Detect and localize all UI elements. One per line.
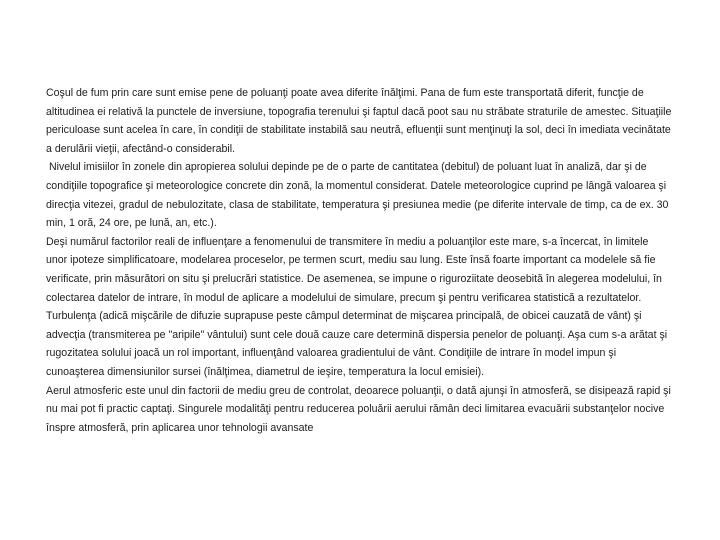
text-line-3: periculoase sunt acelea în care, în condiţii de stabilitate instabilă sau neutră, efluenţii sunt menţinuţi la sol, deci în imediata vecinătate [46, 124, 671, 137]
text-line-11: verificate, prin măsurători on situ şi prelucrări statistice. De asemenea, se impune o riguroziitate deosebită în alegerea modelului, în [46, 272, 662, 285]
text-line-13: Turbulenţa (adică mişcările de difuzie suprapuse peste câmpul determinat de mişcarea principală, de obicei cauzată de vânt) şi [46, 310, 642, 323]
text-line-9: Deşi numărul factorilor reali de influenţare a fenomenului de transmitere în mediu a poluanţilor este mare, s-a încercat, în limitele [46, 235, 649, 248]
text-line-8: min, 1 oră, 24 ore, pe lună, an, etc.). [46, 217, 217, 230]
document-text [46, 84, 706, 437]
text-line-5: Nivelul imisiilor în zonele din apropierea solului depinde pe de o parte de cantitatea (debitul) de poluant luat în analiză, dar şi de [46, 161, 647, 174]
text-line-15: rugozitatea solului joacă un rol important, influenţând valoarea gradientului de vânt. Condiţiile de intrare în model impun şi [46, 347, 617, 360]
text-line-14: advecţia (transmiterea pe "aripile" vântului) sunt cele două cauze care determină dispersia penelor de poluanţi. Aşa cum s-a arătat şi [46, 328, 668, 341]
text-line-18: nu mai pot fi practic captaţi. Singurele modalităţi pentru reducerea poluării aerului rămân deci limitarea evacuării substanţelor nocive [46, 403, 665, 416]
text-line-4: a derulării vieţii, afectând-o considerabil. [46, 142, 236, 155]
text-line-19: înspre atmosferă, prin aplicarea unor tehnologii avansate [46, 421, 314, 434]
text-line-1: Coşul de fum prin care sunt emise pene de poluanţi poate avea diferite înălţimi. Pana de fum este transportată diferit, funcţie de [46, 87, 644, 99]
text-line-10: unor ipoteze simplificatoare, modelarea proceselor, pe termen scurt, mediu sau lung. Este însă foarte important ca modelele să fie [46, 254, 656, 267]
text-line-2: altitudinea ei relativă la punctele de inversiune, topografia terenului şi faptul dacă poot sau nu străbate straturile de amestec. Situaţiile [46, 105, 672, 118]
text-line-16: cunoaşterea dimensiunilor sursei (înălţimea, diametrul de ieşire, temperatura la locul emisiei). [46, 365, 485, 378]
text-line-6: condiţiile topografice şi meteorologice concrete din zonă, la momentul considerat. Datele meteorologice cuprind pe lângă valoarea şi [46, 179, 667, 192]
text-line-17: Aerul atmosferic este unul din factorii de mediu greu de controlat, deoarece poluanţii, o dată ajunşi în atmosferă, se disipează rapid şi [46, 384, 671, 397]
text-line-7: direcţia vitezei, gradul de nebulozitate, clasa de stabilitate, temperatura şi presiunea medie (pe diferite intervale de timp, ca de ex. 30 [46, 198, 669, 211]
text-line-12: colectarea datelor de intrare, în modul de aplicare a modelului de simulare, precum şi pentru verificarea statistică a rezultatelor. [46, 291, 642, 304]
